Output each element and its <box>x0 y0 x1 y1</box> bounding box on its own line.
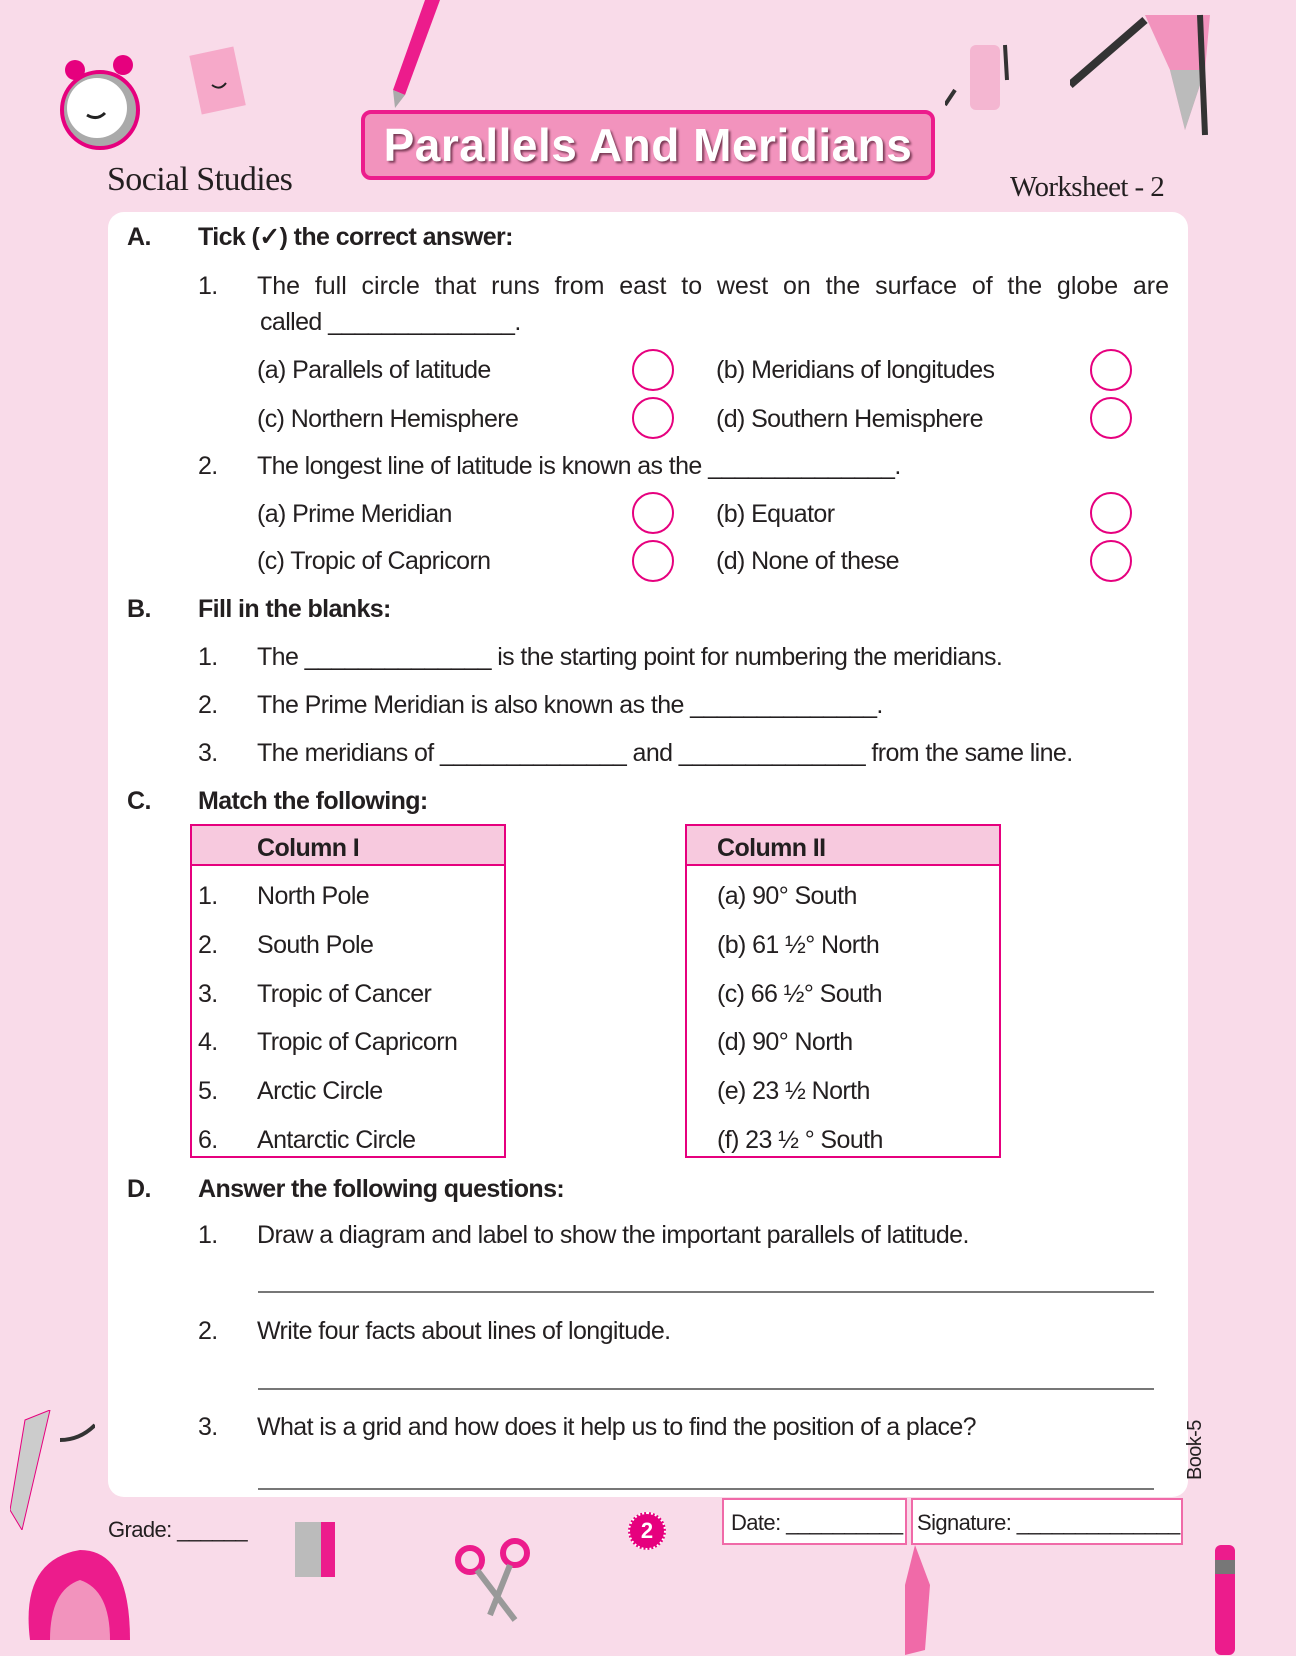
date-field[interactable]: Date: __________ <box>731 1510 903 1535</box>
item-number: 1. <box>198 1221 218 1249</box>
section-c-letter: C. <box>127 787 151 815</box>
row-number: 3. <box>198 980 218 1008</box>
option-label: (b) Meridians of longitudes <box>716 356 995 384</box>
column-1-item: Arctic Circle <box>257 1077 383 1105</box>
option-label: (c) Northern Hemisphere <box>257 405 519 433</box>
worksheet-label: Worksheet - 2 <box>1010 171 1165 203</box>
notebook-illustration <box>180 45 260 125</box>
section-b-heading: Fill in the blanks: <box>198 595 391 623</box>
answer-circle[interactable] <box>1090 492 1132 534</box>
eraser-illustration <box>945 40 1025 120</box>
page-number-badge: 2 <box>628 1512 666 1550</box>
scissors-illustration <box>455 1535 535 1625</box>
answer-circle[interactable] <box>1090 397 1132 439</box>
ruler-illustration <box>10 1410 95 1530</box>
book-label: Book-5 <box>1184 1420 1206 1480</box>
question-text: The full circle that runs from east to west on the surface of the globe are <box>257 272 1169 300</box>
answer-circle[interactable] <box>632 349 674 391</box>
column-2-item: (f) 23 ½ ° South <box>717 1126 883 1154</box>
subject-label: Social Studies <box>107 161 293 198</box>
pencil-illustration <box>385 0 445 110</box>
section-d-letter: D. <box>127 1175 151 1203</box>
alarm-clock-illustration <box>55 45 150 165</box>
row-number: 4. <box>198 1028 218 1056</box>
section-a-heading: Tick (✓) the correct answer: <box>198 223 513 251</box>
question-text: called ______________. <box>260 308 521 336</box>
grade-field[interactable]: Grade: ______ <box>108 1517 247 1542</box>
row-number: 6. <box>198 1126 218 1154</box>
answer-line[interactable] <box>258 1291 1154 1293</box>
question-text: Draw a diagram and label to show the important parallels of latitude. <box>257 1221 969 1249</box>
section-b-letter: B. <box>127 595 151 623</box>
section-d-heading: Answer the following questions: <box>198 1175 565 1203</box>
backpack-illustration <box>20 1530 150 1640</box>
signature-box <box>911 1498 1183 1545</box>
column-1-item: South Pole <box>257 931 374 959</box>
question-text: What is a grid and how does it help us to find the position of a place? <box>257 1413 976 1441</box>
answer-circle[interactable] <box>1090 349 1132 391</box>
question-text: Write four facts about lines of longitude. <box>257 1317 671 1345</box>
item-number: 3. <box>198 739 218 767</box>
section-a-letter: A. <box>127 223 151 251</box>
column-2-item: (b) 61 ½° North <box>717 931 880 959</box>
row-number: 1. <box>198 882 218 910</box>
sharpener-illustration <box>285 1520 345 1590</box>
answer-circle[interactable] <box>632 492 674 534</box>
question-number: 2. <box>198 452 218 480</box>
row-number: 2. <box>198 931 218 959</box>
answer-line[interactable] <box>258 1488 1154 1490</box>
page-title: Parallels And Meridians <box>361 110 935 180</box>
column-1-item: Tropic of Capricorn <box>257 1028 458 1056</box>
fill-blank-text: The Prime Meridian is also known as the ______________. <box>257 691 883 719</box>
column-1-item: North Pole <box>257 882 370 910</box>
column-2-item: (a) 90° South <box>717 882 857 910</box>
column-1-header: Column I <box>257 834 360 862</box>
option-label: (a) Prime Meridian <box>257 500 452 528</box>
item-number: 2. <box>198 1317 218 1345</box>
pen-character-illustration <box>1195 1540 1255 1656</box>
fill-blank-text: The ______________ is the starting point for numbering the meridians. <box>257 643 1003 671</box>
question-text: The longest line of latitude is known as the ______________. <box>257 452 901 480</box>
item-number: 3. <box>198 1413 218 1441</box>
item-number: 1. <box>198 643 218 671</box>
option-label: (d) Southern Hemisphere <box>716 405 983 433</box>
option-label: (d) None of these <box>716 547 899 575</box>
answer-circle[interactable] <box>632 540 674 582</box>
option-label: (b) Equator <box>716 500 835 528</box>
answer-circle[interactable] <box>632 397 674 439</box>
fill-blank-text: The meridians of ______________ and ______________ from the same line. <box>257 739 1073 767</box>
answer-circle[interactable] <box>1090 540 1132 582</box>
column-2-item: (c) 66 ½° South <box>717 980 882 1008</box>
answer-line[interactable] <box>258 1388 1154 1390</box>
item-number: 2. <box>198 691 218 719</box>
row-number: 5. <box>198 1077 218 1105</box>
date-box <box>722 1498 907 1545</box>
column-2-item: (e) 23 ½ North <box>717 1077 870 1105</box>
column-1-item: Antarctic Circle <box>257 1126 416 1154</box>
pencil-character-illustration <box>885 1545 955 1655</box>
column-1-item: Tropic of Cancer <box>257 980 432 1008</box>
section-c-heading: Match the following: <box>198 787 428 815</box>
question-number: 1. <box>198 272 218 300</box>
crayon-illustration <box>1070 10 1210 140</box>
option-label: (a) Parallels of latitude <box>257 356 491 384</box>
column-2-item: (d) 90° North <box>717 1028 853 1056</box>
option-label: (c) Tropic of Capricorn <box>257 547 491 575</box>
column-2-header: Column II <box>717 834 826 862</box>
signature-field[interactable]: Signature: ______________ <box>917 1510 1180 1535</box>
